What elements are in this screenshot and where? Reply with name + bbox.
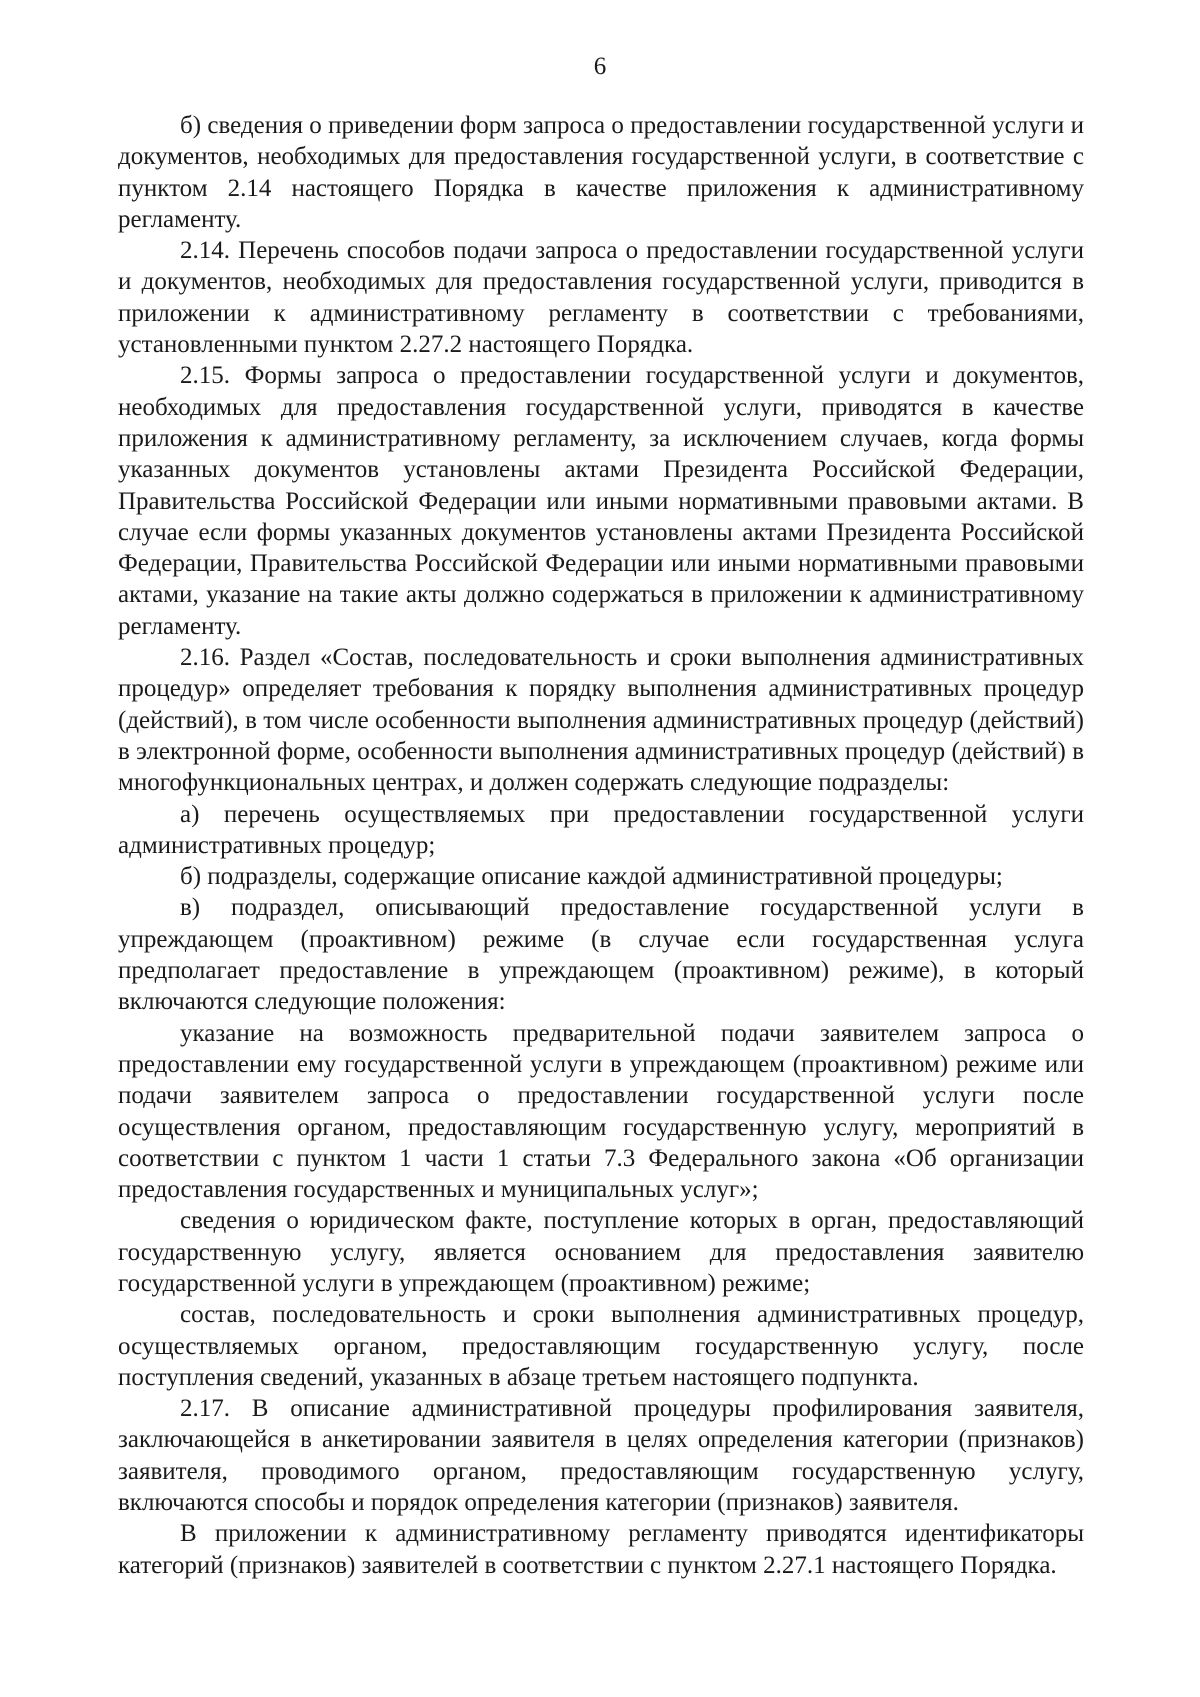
paragraph-2-15: 2.15. Формы запроса о предоставлении государственной услуги и документов, необходимых для предоставления государственной услуги, приводятся в качестве приложения к административному регламенту, за исключением случаев, когда формы указанных документов установлены актами Президента Российской Федерации, Правительства Российской Федерации или иными нормативными правовыми актами. В случае если формы указанных документов установлены актами Президента Российской Федерации, Правительства Российской Федерации или иными нормативными правовыми актами, указание на такие акты должно содержаться в приложении к административному регламенту. [118,362,1084,640]
page-number: 6 [593,53,607,80]
paragraph-2-17: 2.17. В описание административной процедуры профилирования заявителя, заключающейся в анкетировании заявителя в целях определения категории (признаков) заявителя, проводимого органом, предоставляющим государственную услугу, включаются способы и порядок определения категории (признаков) заявителя. [118,1395,1084,1517]
paragraph-2-16: 2.16. Раздел «Состав, последовательность и сроки выполнения административных процедур» определяет требования к порядку выполнения административных процедур (действий), в том числе особенности выполнения административных процедур (действий) в электронной форме, особенности выполнения административных процедур (действий) в многофункциональных центрах, и должен содержать следующие подразделы: [118,644,1084,797]
document-body [118,110,1084,1581]
paragraph-legal-fact: сведения о юридическом факте, поступление которых в орган, предоставляющий государственную услугу, является основанием для предоставления заявителю государственной услуги в упреждающем (проактивном) режиме; [118,1207,1084,1297]
paragraph-b-forms-info: б) сведения о приведении форм запроса о предоставлении государственной услуги и документов, необходимых для предоставления государственной услуги, в соответствие с пунктом 2.14 настоящего Порядка в качестве приложения к административному регламенту. [118,112,1084,233]
paragraph-proactive-indication: указание на возможность предварительной подачи заявителем запроса о предоставлении ему государственной услуги в упреждающем (проактивном) режиме или подачи заявителем запроса о предоставлении государственной услуги после осуществления органом, предоставляющим государственную услугу, мероприятий в соответствии с пунктом 1 части 1 статьи 7.3 Федерального закона «Об организации предоставления государственных и муниципальных услуг»; [118,1019,1084,1204]
paragraph-2-16-b: б) подразделы, содержащие описание каждой административной процедуры; [180,863,1003,891]
paragraph-procedures-composition: состав, последовательность и сроки выполнения административных процедур, осуществляемых органом, предоставляющим государственную услугу, после поступления сведений, указанных в абзаце третьем настоящего подпункта. [118,1301,1084,1391]
paragraph-annex-identifiers: В приложении к административному регламенту приводятся идентификаторы категорий (признаков) заявителей в соответствии с пунктом 2.27.1 настоящего Порядка. [118,1520,1084,1579]
paragraph-2-16-v: в) подраздел, описывающий предоставление государственной услуги в упреждающем (проактивном) режиме (в случае если государственная услуга предполагает предоставление в упреждающем (проактивном) режиме), в который включаются следующие положения: [118,894,1084,1016]
paragraph-2-14: 2.14. Перечень способов подачи запроса о предоставлении государственной услуги и документов, необходимых для предоставления государственной услуги, приводится в приложении к административному регламенту в соответствии с требованиями, установленными пунктом 2.27.2 настоящего Порядка. [118,237,1084,359]
paragraph-2-16-a: а) перечень осуществляемых при предоставлении государственной услуги административных процедур; [118,800,1084,859]
